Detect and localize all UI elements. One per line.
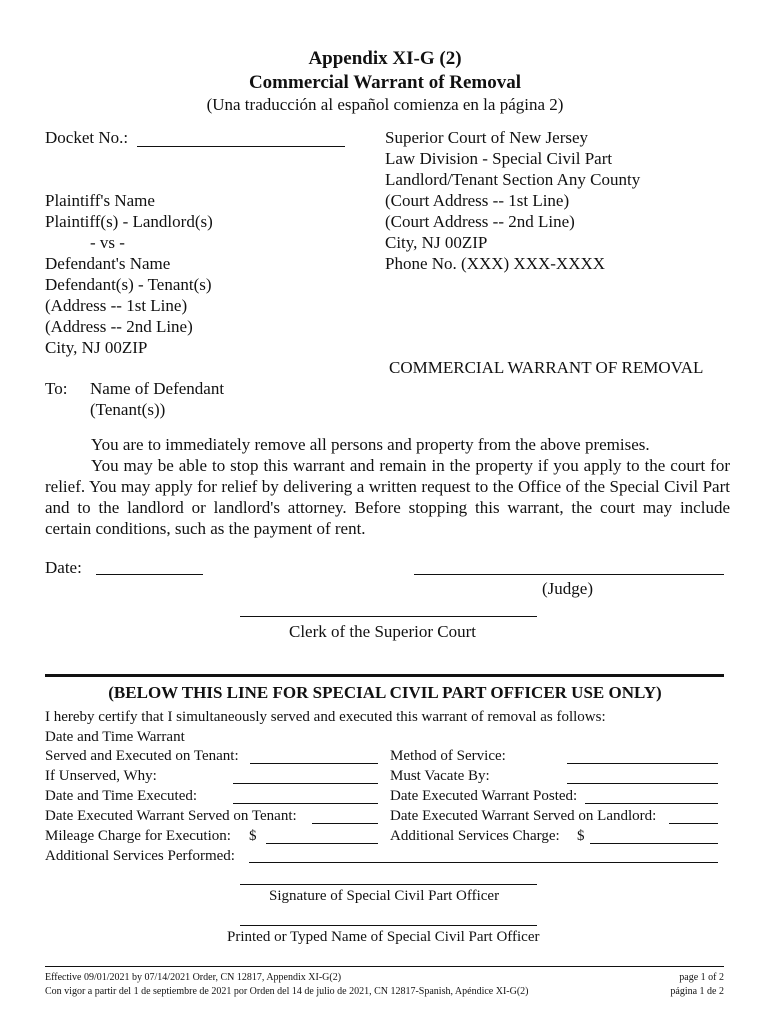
defendant-name: Defendant's Name [45,254,171,273]
court-name: Superior Court of New Jersey [385,128,589,147]
officer-printed-name-label: Printed or Typed Name of Special Civil Part Officer [227,929,540,945]
plaintiff-name: Plaintiff's Name [45,191,155,210]
if-unserved-line[interactable] [233,783,378,784]
mileage-charge-label: Mileage Charge for Execution: [45,828,231,844]
date-label: Date: [45,558,82,577]
date-served-tenant-line[interactable] [312,823,378,824]
date-served-tenant-label: Date Executed Warrant Served on Tenant: [45,808,297,824]
officer-signature-label: Signature of Special Civil Part Officer [269,888,500,904]
clerk-label: Clerk of the Superior Court [289,622,476,641]
defendant-address-2: (Address -- 2nd Line) [45,317,193,336]
instruction-paragraph-2: You may be able to stop this warrant and remain in the property if you apply to the court for relief. You may apply for relief by delivering a written request to the Office of the Special Civil Part and to the landlord or landlord's attorney. Before stopping this warrant, the court may include certain conditions, such as the payment of rent. [45,456,730,538]
must-vacate-line[interactable] [567,783,718,784]
court-section: Landlord/Tenant Section Any County [385,170,641,189]
officer-certification: I hereby certify that I simultaneously served and executed this warrant of removal as follows: [45,709,606,725]
instruction-paragraph-1: You are to immediately remove all persons and property from the above premises. [91,435,650,454]
plaintiff-role: Plaintiff(s) - Landlord(s) [45,212,213,231]
judge-label: (Judge) [542,579,593,598]
versus-label: - vs - [90,233,125,252]
officer-printed-name-line[interactable] [240,925,537,926]
appendix-label: Appendix XI-G (2) [308,48,462,69]
mileage-dollar-sign: $ [249,828,257,844]
to-tenant: (Tenant(s)) [90,400,166,419]
date-time-executed-line[interactable] [233,803,378,804]
to-label: To: [45,379,68,398]
date-time-warrant-label: Date and Time Warrant [45,729,185,745]
method-of-service-label: Method of Service: [390,748,506,764]
must-vacate-label: Must Vacate By: [390,768,490,784]
form-title: Commercial Warrant of Removal [248,72,522,93]
method-of-service-line[interactable] [567,763,718,764]
footer-effective-es: Con vigor a partir del 1 de septiembre de 2021 por Orden del 14 de julio de 2021, CN 12817-Spanish, Apéndice XI-G(2) [45,986,529,997]
date-served-landlord-label: Date Executed Warrant Served on Landlord: [390,808,657,824]
date-posted-label: Date Executed Warrant Posted: [390,788,578,804]
defendant-address-1: (Address -- 1st Line) [45,296,188,315]
document-title: COMMERCIAL WARRANT OF REMOVAL [389,358,704,377]
footer-effective-en: Effective 09/01/2021 by 07/14/2021 Order, CN 12817, Appendix XI-G(2) [45,972,342,983]
served-executed-label: Served and Executed on Tenant: [45,748,239,764]
court-address-1: (Court Address -- 1st Line) [385,191,570,210]
served-executed-line[interactable] [250,763,378,764]
additional-performed-label: Additional Services Performed: [45,848,235,864]
officer-section-heading: (BELOW THIS LINE FOR SPECIAL CIVIL PART OFFICER USE ONLY) [108,683,662,702]
defendant-city: City, NJ 00ZIP [45,338,148,357]
additional-charge-label: Additional Services Charge: [390,828,560,844]
court-phone: Phone No. (XXX) XXX-XXXX [385,254,606,273]
additional-performed-line[interactable] [249,862,718,863]
judge-signature-line[interactable] [414,574,724,575]
court-division: Law Division - Special Civil Part [385,149,613,168]
to-defendant-name: Name of Defendant [90,379,225,398]
additional-charge-line[interactable] [590,843,718,844]
date-served-landlord-line[interactable] [669,823,718,824]
date-posted-line[interactable] [585,803,718,804]
docket-label: Docket No.: [45,128,129,147]
court-address-2: (Court Address -- 2nd Line) [385,212,575,231]
footer-divider [45,966,724,967]
clerk-signature-line[interactable] [240,616,537,617]
officer-signature-line[interactable] [240,884,537,885]
date-line[interactable] [96,574,203,575]
additional-dollar-sign: $ [577,828,585,844]
spanish-translation-note: (Una traducción al español comienza en la página 2) [206,95,564,114]
docket-number-line[interactable] [137,146,345,147]
footer-page-en: page 1 of 2 [679,972,724,983]
court-city: City, NJ 00ZIP [385,233,488,252]
if-unserved-label: If Unserved, Why: [45,768,157,784]
footer-page-es: página 1 de 2 [670,986,724,997]
date-time-executed-label: Date and Time Executed: [45,788,198,804]
defendant-role: Defendant(s) - Tenant(s) [45,275,212,294]
officer-section-divider [45,674,724,677]
mileage-charge-line[interactable] [266,843,378,844]
